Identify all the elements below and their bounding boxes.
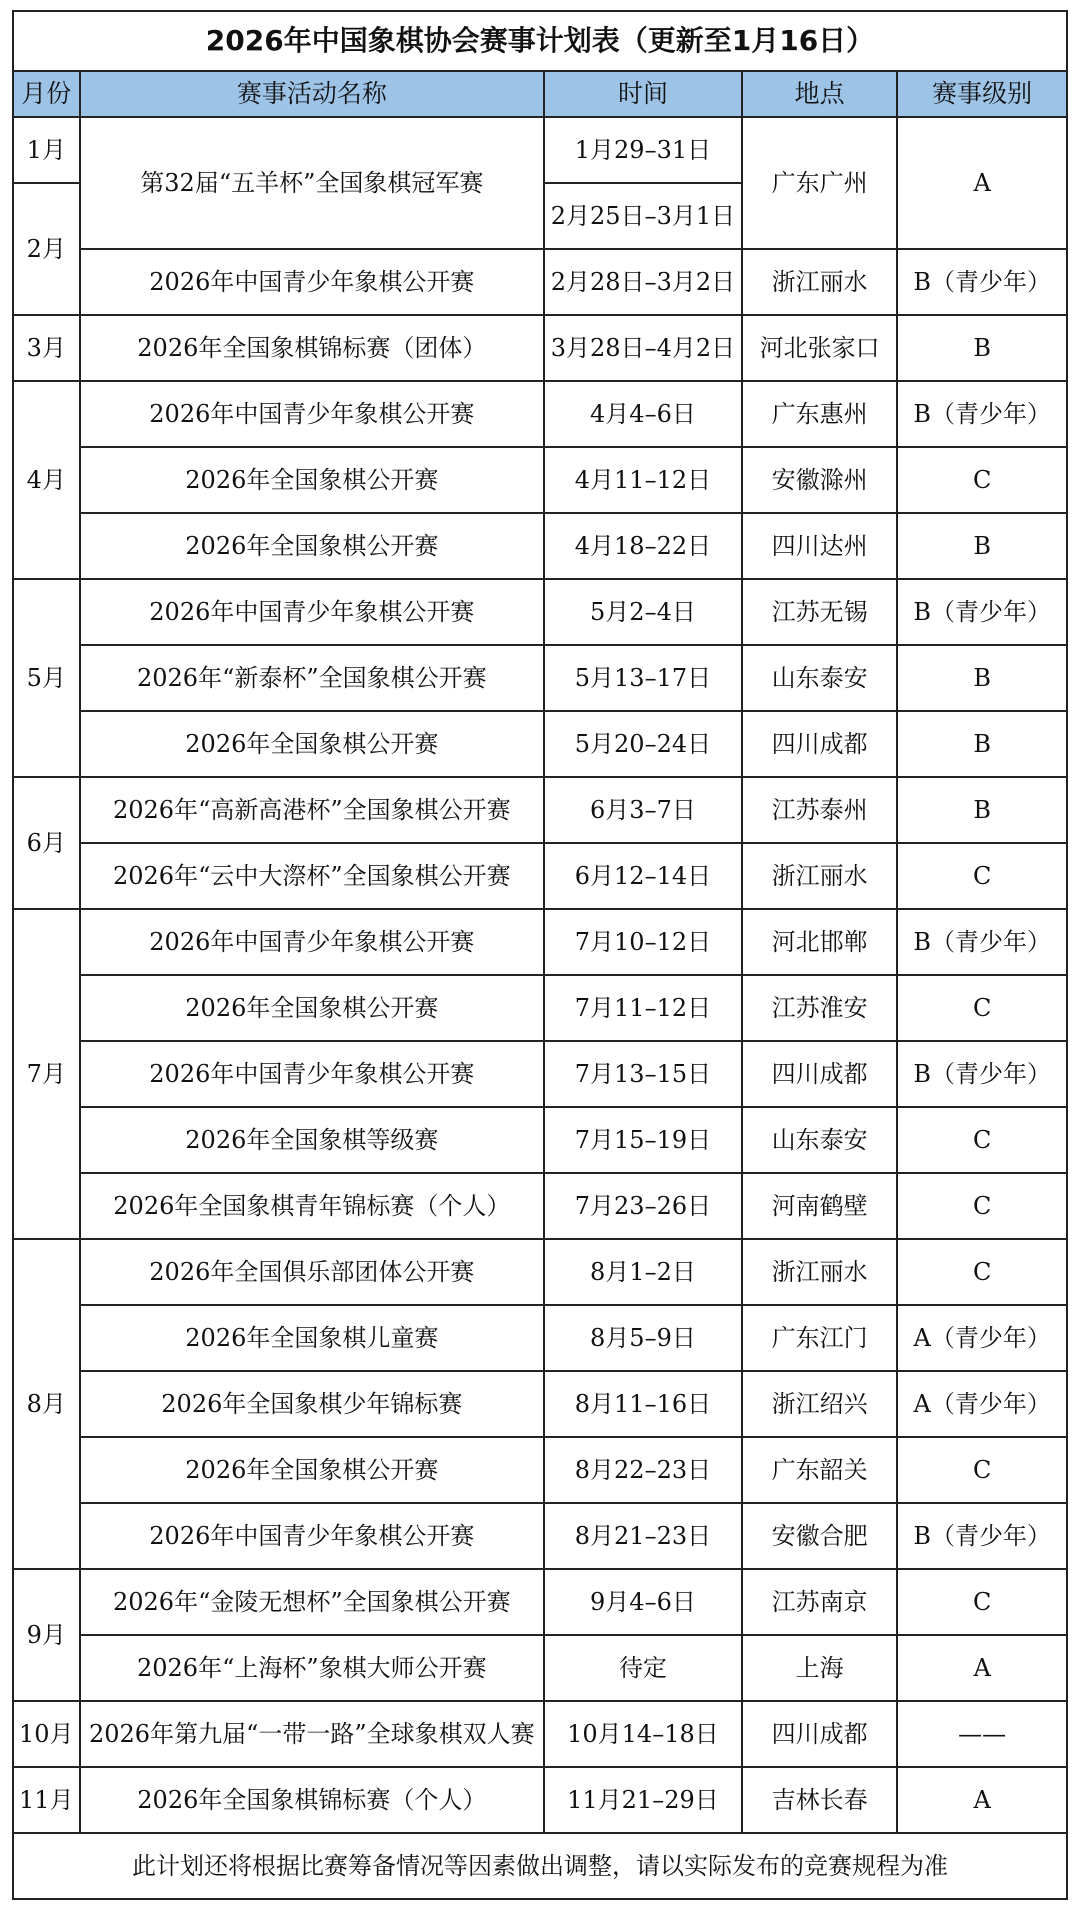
event-level: C — [897, 1107, 1067, 1173]
table-row — [13, 711, 1067, 777]
schedule-document — [12, 10, 1068, 1908]
event-time: 8月1–2日 — [544, 1239, 742, 1305]
header-place: 地点 — [742, 71, 897, 117]
table-row — [13, 1635, 1067, 1701]
table-row — [13, 1767, 1067, 1833]
table-row — [13, 645, 1067, 711]
table-row — [13, 447, 1067, 513]
event-level: B — [897, 315, 1067, 381]
event-level: B（青少年） — [897, 1041, 1067, 1107]
event-level: C — [897, 1173, 1067, 1239]
event-name: 2026年全国象棋锦标赛（团体） — [80, 315, 544, 381]
event-place: 吉林长春 — [742, 1767, 897, 1833]
event-level: A — [897, 1767, 1067, 1833]
event-time: 4月18–22日 — [544, 513, 742, 579]
month-cell: 1月 — [13, 117, 80, 183]
event-name: 2026年中国青少年象棋公开赛 — [80, 1503, 544, 1569]
table-row — [13, 117, 1067, 183]
month-cell: 5月 — [13, 579, 80, 777]
event-time: 5月13–17日 — [544, 645, 742, 711]
event-level: C — [897, 447, 1067, 513]
schedule-table — [12, 10, 1068, 1900]
table-row — [13, 1107, 1067, 1173]
table-row — [13, 381, 1067, 447]
event-level: C — [897, 1437, 1067, 1503]
header-level: 赛事级别 — [897, 71, 1067, 117]
month-cell: 9月 — [13, 1569, 80, 1701]
event-time: 2月25日–3月1日 — [544, 183, 742, 249]
header-month: 月份 — [13, 71, 80, 117]
event-place: 广东惠州 — [742, 381, 897, 447]
table-row — [13, 1371, 1067, 1437]
event-time: 7月13–15日 — [544, 1041, 742, 1107]
event-time: 8月21–23日 — [544, 1503, 742, 1569]
event-level: C — [897, 1569, 1067, 1635]
event-name: 2026年全国象棋公开赛 — [80, 975, 544, 1041]
event-time: 7月15–19日 — [544, 1107, 742, 1173]
event-place: 四川成都 — [742, 1041, 897, 1107]
event-name: 2026年中国青少年象棋公开赛 — [80, 381, 544, 447]
header-name: 赛事活动名称 — [80, 71, 544, 117]
month-cell: 6月 — [13, 777, 80, 909]
header-time: 时间 — [544, 71, 742, 117]
event-place: 广东江门 — [742, 1305, 897, 1371]
event-time: 待定 — [544, 1635, 742, 1701]
event-level: B — [897, 645, 1067, 711]
footer-note: 此计划还将根据比赛筹备情况等因素做出调整，请以实际发布的竞赛规程为准 — [13, 1833, 1067, 1899]
event-name: 2026年全国俱乐部团体公开赛 — [80, 1239, 544, 1305]
event-level: B（青少年） — [897, 381, 1067, 447]
event-time: 5月2–4日 — [544, 579, 742, 645]
event-name: 2026年“金陵无想杯”全国象棋公开赛 — [80, 1569, 544, 1635]
header-row — [13, 71, 1067, 117]
table-row — [13, 579, 1067, 645]
table-row — [13, 1701, 1067, 1767]
event-place: 河北邯郸 — [742, 909, 897, 975]
event-place: 江苏淮安 — [742, 975, 897, 1041]
event-level: B（青少年） — [897, 579, 1067, 645]
table-row — [13, 249, 1067, 315]
event-name: 2026年全国象棋青年锦标赛（个人） — [80, 1173, 544, 1239]
event-level: B（青少年） — [897, 249, 1067, 315]
event-time: 11月21–29日 — [544, 1767, 742, 1833]
table-row — [13, 909, 1067, 975]
event-name: 2026年“云中大漈杯”全国象棋公开赛 — [80, 843, 544, 909]
event-level: A — [897, 117, 1067, 249]
event-name: 2026年全国象棋公开赛 — [80, 447, 544, 513]
event-level: B（青少年） — [897, 1503, 1067, 1569]
event-place: 河北张家口 — [742, 315, 897, 381]
event-level: C — [897, 975, 1067, 1041]
event-name: 2026年中国青少年象棋公开赛 — [80, 249, 544, 315]
event-place: 上海 — [742, 1635, 897, 1701]
month-cell: 2月 — [13, 183, 80, 315]
event-time: 4月11–12日 — [544, 447, 742, 513]
event-level: A（青少年） — [897, 1371, 1067, 1437]
event-time: 4月4–6日 — [544, 381, 742, 447]
month-cell: 11月 — [13, 1767, 80, 1833]
table-row — [13, 777, 1067, 843]
event-time: 7月11–12日 — [544, 975, 742, 1041]
event-place: 浙江丽水 — [742, 843, 897, 909]
month-cell: 4月 — [13, 381, 80, 579]
event-name: 2026年中国青少年象棋公开赛 — [80, 1041, 544, 1107]
month-cell: 7月 — [13, 909, 80, 1239]
event-name: 2026年全国象棋公开赛 — [80, 711, 544, 777]
event-place: 江苏无锡 — [742, 579, 897, 645]
event-time: 6月12–14日 — [544, 843, 742, 909]
event-time: 8月11–16日 — [544, 1371, 742, 1437]
event-time: 6月3–7日 — [544, 777, 742, 843]
event-name: 2026年中国青少年象棋公开赛 — [80, 909, 544, 975]
table-row — [13, 1305, 1067, 1371]
event-level: B — [897, 513, 1067, 579]
event-level: B — [897, 777, 1067, 843]
event-place: 浙江丽水 — [742, 249, 897, 315]
table-row — [13, 513, 1067, 579]
event-place: 四川达州 — [742, 513, 897, 579]
event-name: 2026年全国象棋儿童赛 — [80, 1305, 544, 1371]
event-time: 2月28日–3月2日 — [544, 249, 742, 315]
event-place: 河南鹤壁 — [742, 1173, 897, 1239]
event-place: 山东泰安 — [742, 1107, 897, 1173]
event-level: C — [897, 1239, 1067, 1305]
event-place: 四川成都 — [742, 711, 897, 777]
event-name: 2026年“高新高港杯”全国象棋公开赛 — [80, 777, 544, 843]
event-name: 2026年“新泰杯”全国象棋公开赛 — [80, 645, 544, 711]
event-time: 5月20–24日 — [544, 711, 742, 777]
event-place: 安徽合肥 — [742, 1503, 897, 1569]
event-time: 9月4–6日 — [544, 1569, 742, 1635]
event-time: 7月23–26日 — [544, 1173, 742, 1239]
table-row — [13, 315, 1067, 381]
event-level: —— — [897, 1701, 1067, 1767]
event-name: 第32届“五羊杯”全国象棋冠军赛 — [80, 117, 544, 249]
table-row — [13, 1239, 1067, 1305]
event-place: 浙江丽水 — [742, 1239, 897, 1305]
event-level: C — [897, 843, 1067, 909]
table-title: 2026年中国象棋协会赛事计划表（更新至1月16日） — [13, 11, 1067, 71]
table-row — [13, 1569, 1067, 1635]
event-level: B — [897, 711, 1067, 777]
event-name: 2026年全国象棋等级赛 — [80, 1107, 544, 1173]
table-row — [13, 1041, 1067, 1107]
event-level: A（青少年） — [897, 1305, 1067, 1371]
event-time: 10月14–18日 — [544, 1701, 742, 1767]
table-row — [13, 843, 1067, 909]
event-name: 2026年全国象棋少年锦标赛 — [80, 1371, 544, 1437]
event-place: 广东韶关 — [742, 1437, 897, 1503]
event-place: 江苏泰州 — [742, 777, 897, 843]
event-level: B（青少年） — [897, 909, 1067, 975]
event-place: 浙江绍兴 — [742, 1371, 897, 1437]
month-cell: 10月 — [13, 1701, 80, 1767]
event-place: 四川成都 — [742, 1701, 897, 1767]
month-cell: 8月 — [13, 1239, 80, 1569]
event-name: 2026年第九届“一带一路”全球象棋双人赛 — [80, 1701, 544, 1767]
event-name: 2026年“上海杯”象棋大师公开赛 — [80, 1635, 544, 1701]
event-name: 2026年全国象棋锦标赛（个人） — [80, 1767, 544, 1833]
event-name: 2026年全国象棋公开赛 — [80, 1437, 544, 1503]
table-row — [13, 1503, 1067, 1569]
event-name: 2026年全国象棋公开赛 — [80, 513, 544, 579]
table-row — [13, 975, 1067, 1041]
event-time: 1月29–31日 — [544, 117, 742, 183]
event-place: 广东广州 — [742, 117, 897, 249]
event-place: 江苏南京 — [742, 1569, 897, 1635]
event-time: 8月22–23日 — [544, 1437, 742, 1503]
month-cell: 3月 — [13, 315, 80, 381]
event-place: 山东泰安 — [742, 645, 897, 711]
event-time: 7月10–12日 — [544, 909, 742, 975]
event-name: 2026年中国青少年象棋公开赛 — [80, 579, 544, 645]
event-level: A — [897, 1635, 1067, 1701]
table-row — [13, 1437, 1067, 1503]
event-time: 3月28日–4月2日 — [544, 315, 742, 381]
event-place: 安徽滁州 — [742, 447, 897, 513]
footer-row — [13, 1833, 1067, 1899]
table-row — [13, 1173, 1067, 1239]
event-time: 8月5–9日 — [544, 1305, 742, 1371]
title-row — [13, 11, 1067, 71]
